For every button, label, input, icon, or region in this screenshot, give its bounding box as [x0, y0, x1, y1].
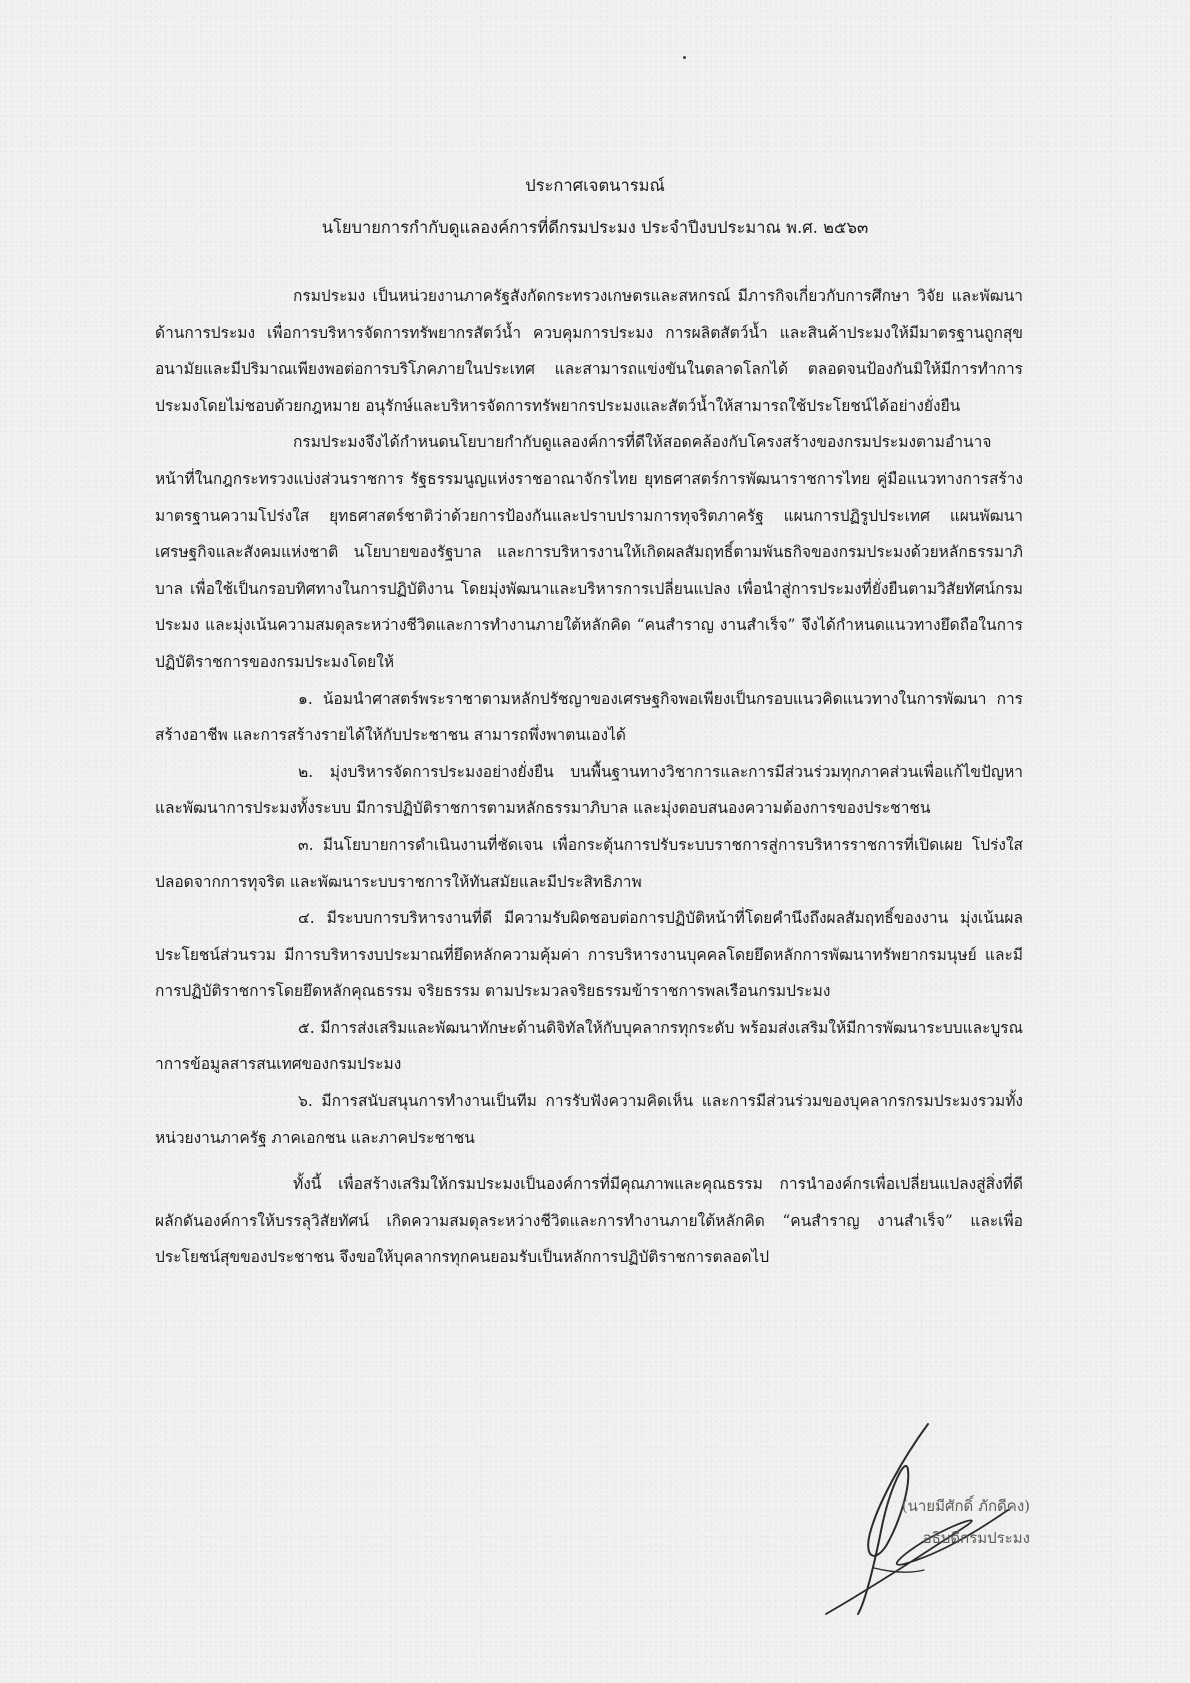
policy-item-3: ๓. มีนโยบายการดำเนินงานที่ชัดเจน เพื่อกระตุ้นการปรับระบบราชการสู่การบริหารราชการที่เปิดเผย โปร่งใส ปลอดจากการทุจริต และพัฒนาระบบราชการให้ทันสมัยและมีประสิทธิภาพ — [155, 835, 1023, 891]
policy-item-5: ๕. มีการส่งเสริมและพัฒนาทักษะด้านดิจิทัลให้กับบุคลากรทุกระดับ พร้อมส่งเสริมให้มีการพัฒนาระบบและบูรณาการข้อมูลสารสนเทศของกรมประมง — [155, 1018, 1023, 1074]
policy-item-6: ๖. มีการสนับสนุนการทำงานเป็นทีม การรับฟังความคิดเห็น และการมีส่วนร่วมของบุคลากรกรมประมงรวมทั้งหน่วยงานภาครัฐ ภาคเอกชน และภาคประชาชน — [155, 1092, 1023, 1147]
document-title: ประกาศเจตนารมณ์ — [525, 176, 665, 195]
intro-paragraph: กรมประมง เป็นหน่วยงานภาครัฐสังกัดกระทรวงเกษตรและสหกรณ์ มีภารกิจเกี่ยวกับการศึกษา วิจัย และพัฒนาด้านการประมง เพื่อการบริหารจัดการทรัพยากรสัตว์น้ำ ควบคุมการประมง การผลิตสัตว์น้ำ และสินค้าประมงให้มีมาตรฐานถูกสุขอนามัยและมีปริมาณเพียงพอต่อการบริโภคภายในประเทศ และสามารถแข่งขันในตลาดโลกได้ ตลอดจนป้องกันมิให้มีการทำการประมงโดยไม่ชอบด้วยกฎหมาย อนุรักษ์และบริหารจัดการทรัพยากรประมงและสัตว์น้ำให้สามารถใช้ประโยชน์ได้อย่างยั่งยืน — [155, 287, 1023, 415]
policy-item-4: ๔. มีระบบการบริหารงานที่ดี มีความรับผิดชอบต่อการปฏิบัติหน้าที่โดยคำนึงถึงผลสัมฤทธิ์ของงาน มุ่งเน้นผลประโยชน์ส่วนรวม มีการบริหารงบประมาณที่ยึดหลักความคุ้มค่า การบริหารงานบุคคลโดยยึดหลักการพัฒนาทรัพยากรมนุษย์ และมีการปฏิบัติราชการโดยยึดหลักคุณธรรม จริยธรรม ตามประมวลจริยธรรมข้าราชการพลเรือนกรมประมง — [155, 909, 1023, 1001]
document-body — [155, 278, 1023, 1276]
policy-item-2: ๒. มุ่งบริหารจัดการประมงอย่างยั่งยืน บนพื้นฐานทางวิชาการและการมีส่วนร่วมทุกภาคส่วนเพื่อแก้ไขปัญหาและพัฒนาการประมงทั้งระบบ มีการปฏิบัติราชการตามหลักธรรมาภิบาล และมุ่งตอบสนองความต้องการของประชาชน — [155, 762, 1023, 818]
signature-icon — [808, 1418, 1018, 1618]
document-subtitle: นโยบายการกำกับดูแลองค์การที่ดีกรมประมง ประจำปีงบประมาณ พ.ศ. ๒๕๖๓ — [321, 218, 869, 237]
scan-speck — [683, 56, 686, 59]
signer-title: อธิบดีกรมประมง — [922, 1529, 1030, 1547]
policy-item-1: ๑. น้อมนำศาสตร์พระราชาตามหลักปรัชญาของเศรษฐกิจพอเพียงเป็นกรอบแนวคิดแนวทางในการพัฒนา การสร้างอาชีพ และการสร้างรายได้ให้กับประชาชน สามารถพึ่งพาตนเองได้ — [155, 689, 1023, 745]
closing-paragraph: ทั้งนี้ เพื่อสร้างเสริมให้กรมประมงเป็นองค์การที่มีคุณภาพและคุณธรรม การนำองค์กรเพื่อเปลี่ยนแปลงสู่สิ่งที่ดี ผลักดันองค์การให้บรรลุวิสัยทัศน์ เกิดความสมดุลระหว่างชีวิตและการทำงานภายใต้หลักคิด “คนสำราญ งานสำเร็จ” และเพื่อประโยชน์สุขของประชาชน จึงขอให้บุคลากรทุกคนยอมรับเป็นหลักการปฏิบัติราชการตลอดไป — [155, 1175, 1023, 1267]
policy-paragraph: กรมประมงจึงได้กำหนดนโยบายกำกับดูแลองค์การที่ดีให้สอดคล้องกับโครงสร้างของกรมประมงตามอำนาจหน้าที่ในกฎกระทรวงแบ่งส่วนราชการ รัฐธรรมนูญแห่งราชอาณาจักรไทย ยุทธศาสตร์การพัฒนาราชการไทย คู่มือแนวทางการสร้างมาตรฐานความโปร่งใส ยุทธศาสตร์ชาติว่าด้วยการป้องกันและปราบปรามการทุจริตภาครัฐ แผนการปฏิรูปประเทศ แผนพัฒนาเศรษฐกิจและสังคมแห่งชาติ นโยบายของรัฐบาล และการบริหารงานให้เกิดผลสัมฤทธิ์ตามพันธกิจของกรมประมงด้วยหลักธรรมาภิบาล เพื่อใช้เป็นกรอบทิศทางในการปฏิบัติงาน โดยมุ่งพัฒนาและบริหารการเปลี่ยนแปลง เพื่อนำสู่การประมงที่ยั่งยืนตามวิสัยทัศน์กรมประมง และมุ่งเน้นความสมดุลระหว่างชีวิตและการทำงานภายใต้หลักคิด “คนสำราญ งานสำเร็จ” จึงได้กำหนดแนวทางยึดถือในการปฏิบัติราชการของกรมประมงโดยให้ — [155, 433, 1023, 671]
signer-name: (นายมีศักดิ์ ภักดีคง) — [901, 1497, 1030, 1515]
